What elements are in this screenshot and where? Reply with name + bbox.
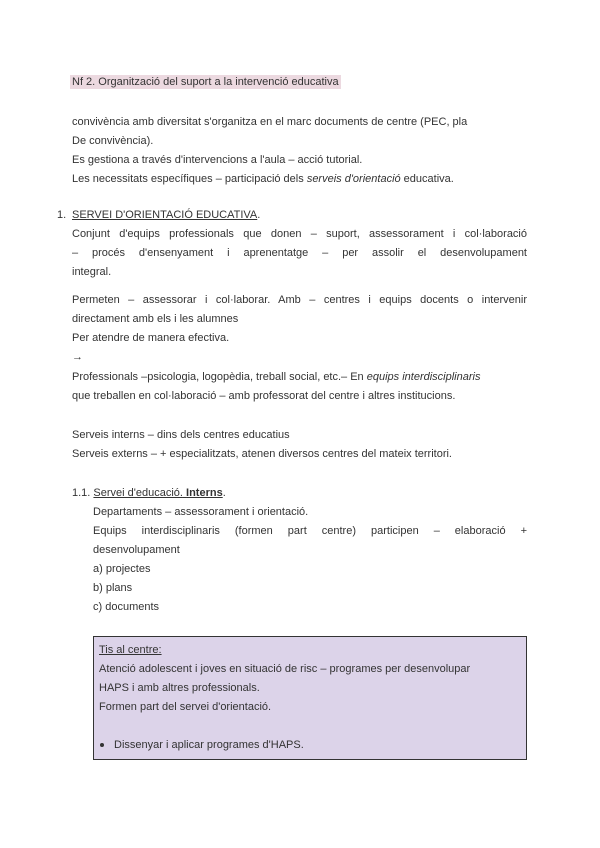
heading-main: Servei d'educació. — [93, 487, 183, 499]
section-1-heading: SERVEI D'ORIENTACIÓ EDUCATIVA. — [72, 209, 261, 221]
text: Professionals –psicologia, logopèdia, treball social, etc.– En — [72, 371, 367, 383]
paragraph-line: integral. — [72, 266, 112, 278]
paragraph-line: directament amb els i les alumnes — [72, 313, 239, 325]
list-item: c) documents — [93, 601, 160, 613]
paragraph-line: – procés d'ensenyament i aprenentatge – per assolir el desenvolupament — [72, 247, 527, 259]
paragraph-line: Serveis interns – dins dels centres educatius — [72, 429, 290, 441]
intro-line: Es gestiona a través d'intervencions a l'aula – acció tutorial. — [72, 154, 363, 166]
highlight-box — [93, 636, 527, 760]
paragraph-line: desenvolupament — [93, 544, 180, 556]
intro-line — [72, 172, 454, 186]
box-heading: Tis al centre: — [99, 644, 162, 656]
bullet-item — [100, 738, 304, 752]
paragraph-line: Departaments – assessorament i orientació. — [93, 506, 309, 518]
paragraph-line: Per atendre de manera efectiva. — [72, 332, 230, 344]
paragraph-line: que treballen en col·laboració – amb professorat del centre i altres institucions. — [72, 390, 456, 402]
intro-line: De convivència). — [72, 135, 154, 147]
paragraph-line: Equips interdisciplinaris (formen part centre) participen – elaboració + — [93, 525, 527, 537]
list-item: a) projectes — [93, 563, 151, 575]
heading-bold: Interns — [186, 487, 223, 499]
page-title: Nf 2. Organització del suport a la intervenció educativa — [72, 76, 339, 88]
section-number: 1.1. — [72, 487, 91, 499]
list-item: b) plans — [93, 582, 133, 594]
text: educativa. — [400, 173, 454, 185]
paragraph-line: Conjunt d'equips professionals que donen – suport, assessorament i col·laboració — [72, 228, 527, 240]
bullet-text: Dissenyar i aplicar programes d'HAPS. — [114, 739, 304, 751]
text: Les necessitats específiques – participació dels — [72, 173, 307, 185]
paragraph-line — [72, 370, 480, 384]
paragraph-line: Serveis externs – + especialitzats, atenen diversos centres del mateix territori. — [72, 448, 452, 460]
paragraph-line: Permeten – assessorar i col·laborar. Amb – centres i equips docents o intervenir — [72, 294, 527, 306]
intro-line: convivència amb diversitat s'organitza en el marc documents de centre (PEC, pla — [72, 116, 468, 128]
emphasis: equips interdisciplinaris — [366, 371, 481, 383]
heading-text: SERVEI D'ORIENTACIÓ EDUCATIVA — [72, 209, 258, 221]
emphasis: serveis d'orientació — [306, 173, 401, 185]
section-1-number: 1. — [57, 209, 67, 221]
box-line: Formen part del servei d'orientació. — [99, 701, 272, 713]
heading-text — [93, 487, 222, 499]
section-1-1-heading: 1.1. Servei d'educació. Interns. — [72, 487, 226, 499]
box-heading-text: Tis al centre — [99, 644, 159, 656]
arrow-icon: → — [72, 351, 83, 363]
box-line: Atenció adolescent i joves en situació de risc – programes per desenvolupar — [99, 663, 471, 675]
box-line: HAPS i amb altres professionals. — [99, 682, 260, 694]
bullet-icon — [100, 743, 104, 747]
